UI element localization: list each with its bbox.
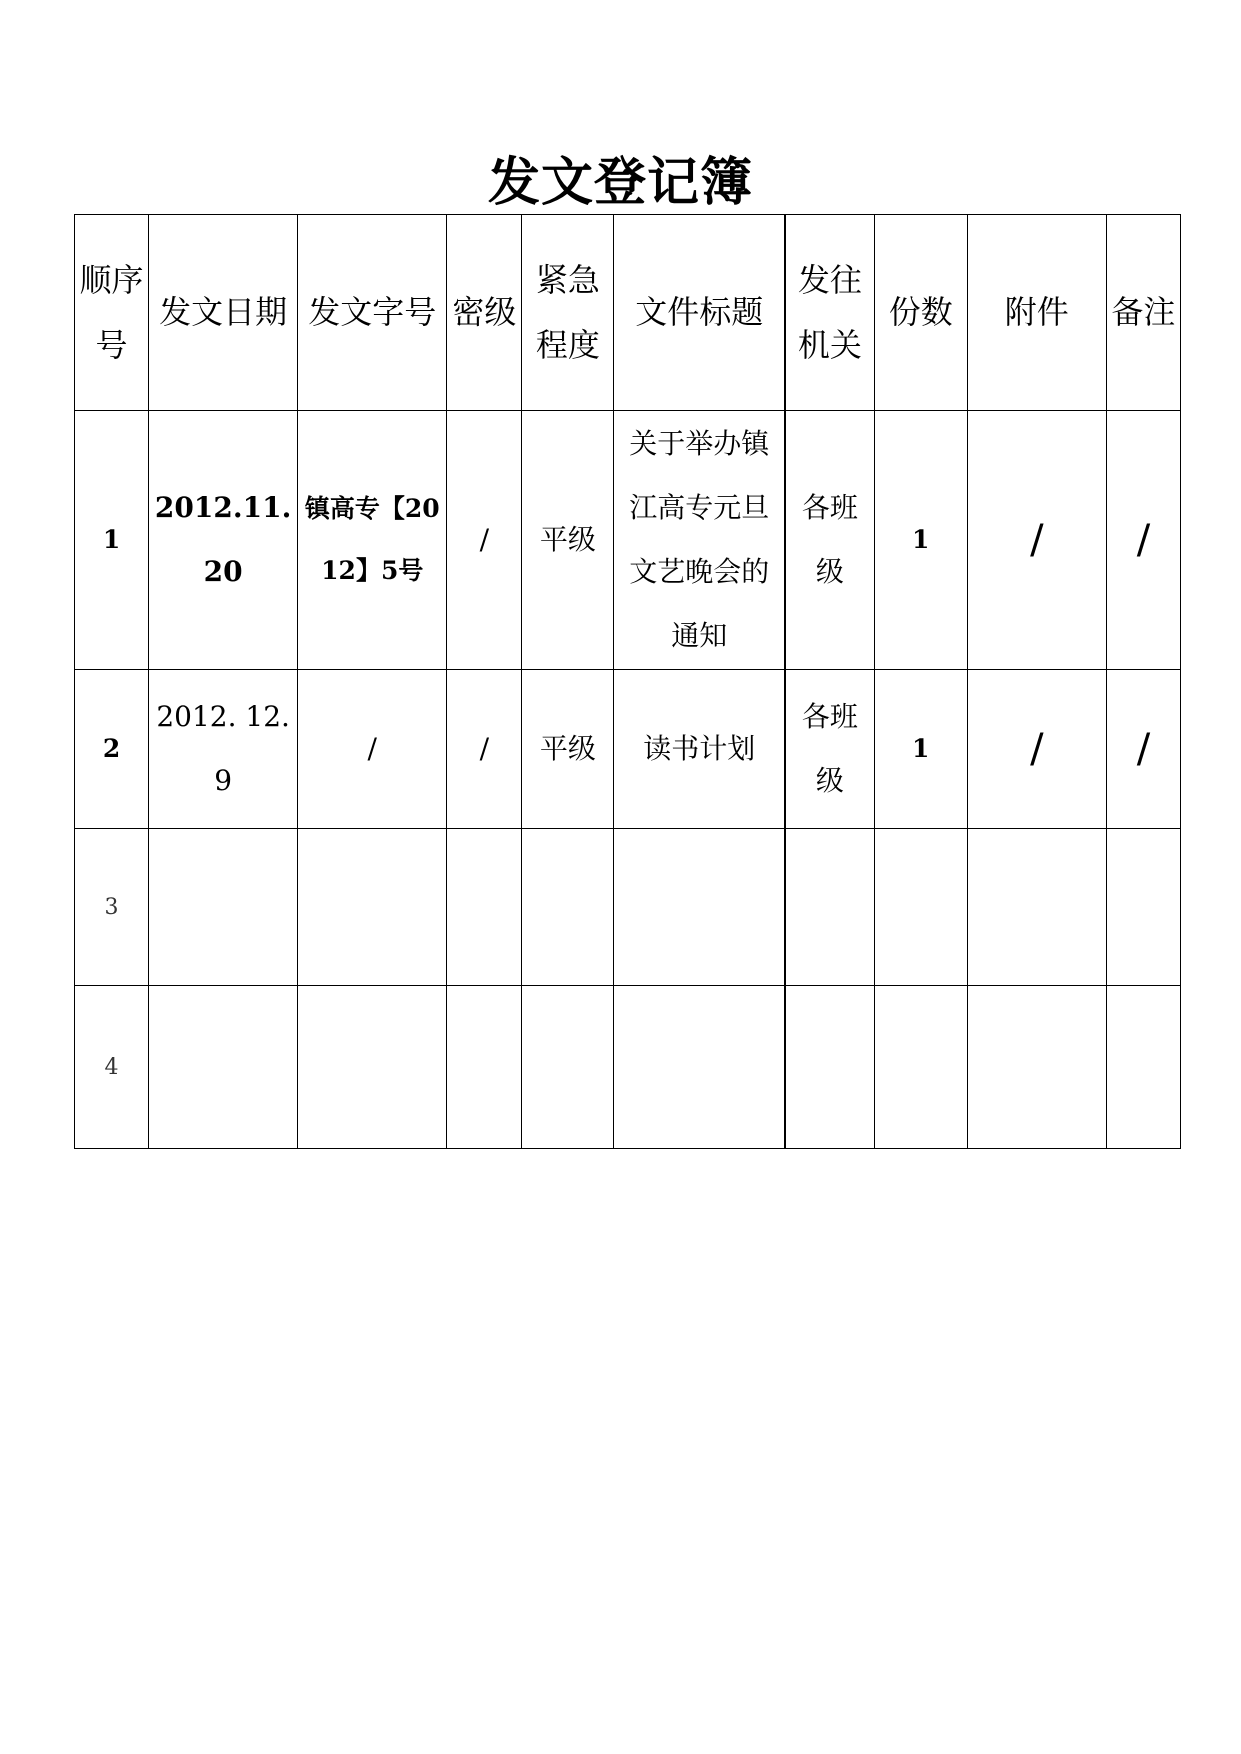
cell-copies: 1 — [874, 670, 967, 829]
cell-copies — [874, 986, 967, 1149]
cell-seq: 4 — [75, 986, 149, 1149]
cell-urgency: 平级 — [522, 670, 614, 829]
cell-secrecy — [447, 986, 522, 1149]
cell-doc-no — [298, 986, 447, 1149]
cell-doc-no — [298, 829, 447, 986]
cell-urgency — [522, 986, 614, 1149]
table-row — [75, 986, 1181, 1149]
cell-date: 2012. 12. 9 — [149, 670, 298, 829]
table-row — [75, 829, 1181, 986]
cell-file-title: 读书计划 — [614, 670, 785, 829]
cell-remarks — [1106, 829, 1180, 986]
cell-doc-no: 镇高专【2012】5号 — [298, 411, 447, 670]
cell-secrecy: / — [447, 670, 522, 829]
cell-seq: 1 — [75, 411, 149, 670]
cell-attachment: / — [967, 670, 1106, 829]
header-recipient: 发往机关 — [785, 215, 874, 411]
cell-date — [149, 986, 298, 1149]
cell-doc-no: / — [298, 670, 447, 829]
header-remarks: 备注 — [1106, 215, 1180, 411]
header-doc-no: 发文字号 — [298, 215, 447, 411]
header-attachment: 附件 — [967, 215, 1106, 411]
cell-file-title: 关于举办镇江高专元旦文艺晚会的通知 — [614, 411, 785, 670]
header-secrecy: 密级 — [447, 215, 522, 411]
cell-file-title — [614, 986, 785, 1149]
cell-remarks: / — [1106, 411, 1180, 670]
dispatch-register-table — [74, 214, 1181, 1149]
header-row — [75, 215, 1181, 411]
cell-attachment — [967, 829, 1106, 986]
cell-seq: 3 — [75, 829, 149, 986]
cell-recipient: 各班级 — [785, 411, 874, 670]
cell-recipient — [785, 986, 874, 1149]
cell-attachment: / — [967, 411, 1106, 670]
cell-urgency — [522, 829, 614, 986]
cell-remarks: / — [1106, 670, 1180, 829]
header-copies: 份数 — [874, 215, 967, 411]
header-date: 发文日期 — [149, 215, 298, 411]
cell-seq: 2 — [75, 670, 149, 829]
cell-secrecy: / — [447, 411, 522, 670]
cell-date — [149, 829, 298, 986]
page-title: 发文登记簿 — [487, 152, 753, 213]
cell-date: 2012.11.20 — [149, 411, 298, 670]
cell-file-title — [614, 829, 785, 986]
cell-recipient: 各班级 — [785, 670, 874, 829]
header-seq: 顺序号 — [75, 215, 149, 411]
header-file-title: 文件标题 — [614, 215, 785, 411]
header-urgency: 紧急程度 — [522, 215, 614, 411]
cell-urgency: 平级 — [522, 411, 614, 670]
cell-attachment — [967, 986, 1106, 1149]
cell-remarks — [1106, 986, 1180, 1149]
cell-secrecy — [447, 829, 522, 986]
table-row — [75, 411, 1181, 670]
cell-recipient — [785, 829, 874, 986]
table-row — [75, 670, 1181, 829]
cell-copies: 1 — [874, 411, 967, 670]
cell-copies — [874, 829, 967, 986]
